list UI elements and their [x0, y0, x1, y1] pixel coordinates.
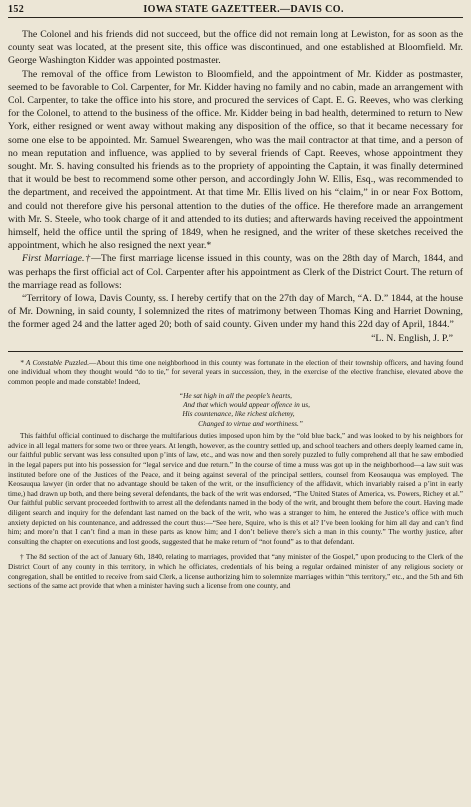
paragraph-postmaster-removal: The removal of the office from Lewiston to Bloomfield, and the appointment of Mr. Kidder as postmaster, seemed to be favorable to Col. Carpenter, for Mr. Kidder having no family and no cabin, made an arrangement with Col. Carpenter, to take the office into his store, and procured the services of Capt. E. G. Reeves, who was clerking for the Colonel, to attend to the business of the office. Mr. Kidder being in bad health, determined to return to New York, either resigned or went away without making any disposition of the office, so that it became necessary for some one else to be appointed. Mr. Samuel Swearengen, who was the mail contractor at that time, and a person of no mean reputation and influence, was applied to by several friends of Capt. Reeves, whose appointment they sought. Mr. S. having consulted his friends as to the propriety of appointing the Captain, it was finally determined that it would be best to recommend some other person, and accordingly John W. Ellis, Esq., was recommended to the department, and received the appointment. At that time Mr. Ellis lived on his “claim,” in or near Fox Bottom, and could not therefore give his personal attention to the duties of the office. He therefore made an arrangement with Mr. S. Steele, who took charge of it and attended to its duties; and afterwards having received the appointment himself, held the office until the spring of 1849, when he resigned, and the writer of these sketches received the appointment, which he also resigned the next year.*	[8, 68, 463, 252]
paragraph-post-office: The Colonel and his friends did not succeed, but the office did not remain long at Lewiston, for as soon as the county seat was located, at the present site, this office was discontinued, and one established at Bloomfield. Mr. George Washington Kidder was appointed postmaster.	[8, 29, 463, 67]
footnote-rule	[8, 351, 463, 352]
page-number: 152	[8, 4, 25, 15]
footnote-constable-body: This faithful official continued to discharge the multifarious duties imposed upon him by the “old blue back,” and was looked to by his neighbors for advice in all legal matters for some two or three years. At length, however, as the country settled up, and school teachers and others deeply learned came in, our faithful public servant was less consulted upon p’ints of law, etc., and was now and then sorely puzzled to fully comprehend all that he saw embodied in the legal papers put into his possession for “legal service and due return.” In the course of time a muss was got up in the neighborhood—a law suit was instituted before one of the Justices of the Peace, and it being against several of the principal settlers, counsel from Keosauqua was employed. The Keosauqua lawyer (in order that no advantage should be taken of the writ, or the insufficiency of the affidavit, which invariably raised a p’int in early time,) had drawn up both, and there being several defendants, the back of the writ was endorsed, “The United States of America, vs. Powers, Richey et al.” Our faithful public servant proceeded forthwith to arrest all the defendants named in the body of the writ, and brought them before the court. Having made diligent search and inquiry for the defendant last named on the back of the writ, who was a stranger to him, he entered the Justice’s office with much anxiety depicted on his countenance, and addressed the court thus:—“See here, Squire, who is this et al? I’ve been looking for him all day and can’t find him; and more’n that I can’t find a man in these parts as know him; and I don’t believe there’s sich a man in this county.” The worthy justice, after consulting the chapter on executions and lost goods, suggested that he make return of “not found” as to that defendant.	[8, 431, 463, 546]
verse-line: “He sat high in all the people’s hearts,	[179, 390, 292, 400]
footnotes	[8, 358, 463, 591]
footnote-marriage-act: † The 8d section of the act of January 6th, 1840, relating to marriages, provided that “any minister of the Gospel,” upon producing to the Clerk of the District Court of any county in this territory, in which he officiates, credentials of his being a regular ordained minister of any religious society or congregation, shall be entitled to receive from said Clerk, a license authorizing him to solemnize marriages within “this territory,” etc., and the 5th and 6th sections of the same act provide that when a minister having such a license from one county, and	[8, 552, 463, 591]
footnote-constable-heading: * A Constable Puzzled.	[20, 357, 90, 367]
marriage-return-quote: “Territory of Iowa, Davis County, ss. I hereby certify that on the 27th day of March, “A. D.” 1844, at the house of Mr. Downing, in said county, I solemnized the rites of matrimony between Thomas King and Harriet Downing, the former aged 24 and the latter aged 20; both of said county. Given under my hand this 22d day of April, 1844.”	[8, 293, 463, 331]
verse-line: And that which would appear offence in us,	[183, 400, 310, 410]
footnote-constable-intro-text: —About this time one neighborhood in this county was fortunate in the election of their township officers, and having found one individual whom they thought would “do to tie,” for several years in succession, they, in the exercise of the elective franchise, elevated above the common people and made constable! Indeed,	[8, 357, 463, 387]
footnote-constable-intro	[8, 358, 463, 387]
main-text	[8, 28, 463, 345]
justice-signature: “L. N. English, J. P.”	[371, 332, 453, 344]
page-header	[8, 3, 463, 16]
verse-line: Changed to virtue and worthiness.”	[198, 418, 303, 428]
verse-line: His countenance, like richest alchemy,	[182, 409, 295, 419]
verse-quote	[8, 391, 463, 429]
first-marriage-heading: First Marriage.†	[22, 253, 92, 265]
header-rule	[8, 17, 463, 18]
first-marriage-body: —The first marriage license issued in this county, was on the 28th day of March, 1844, and was perhaps the first official act of Col. Carpenter after his appointment as Clerk of the District Court. The return of the marriage read as follows:	[8, 253, 463, 291]
running-title: IOWA STATE GAZETTEER.—DAVIS CO.	[143, 4, 344, 15]
paragraph-first-marriage	[8, 252, 463, 292]
